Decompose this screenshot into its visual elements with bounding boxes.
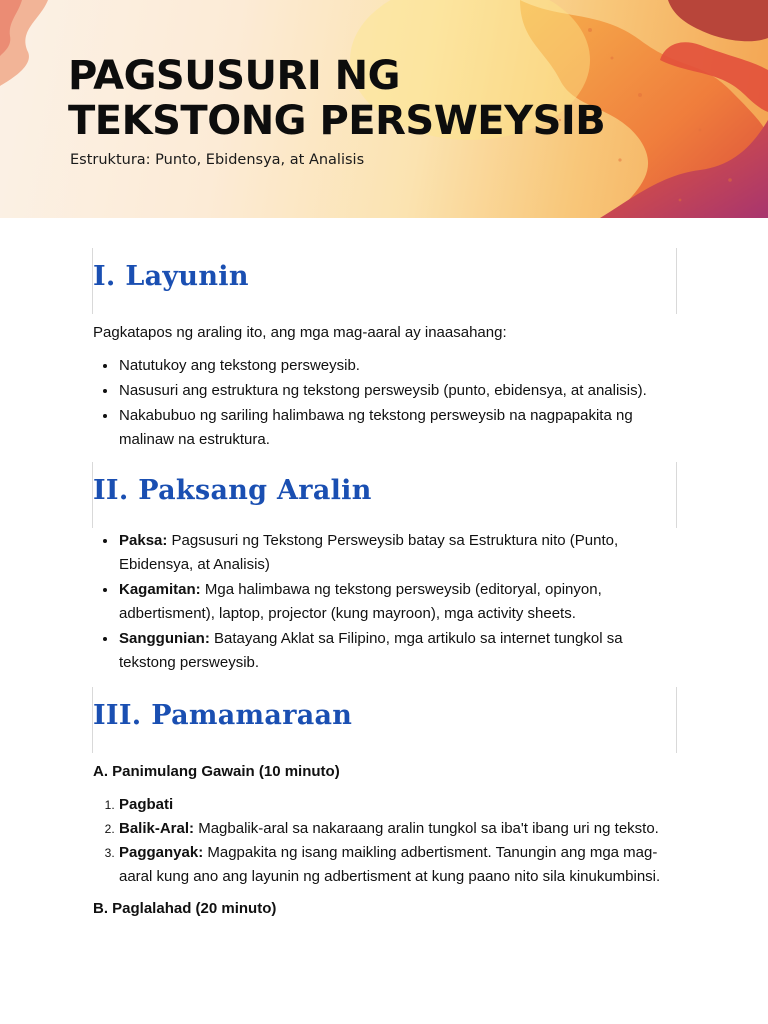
section-heading-pamamaraan [92, 687, 677, 753]
list-item [118, 577, 677, 626]
procedure-steps-list [93, 793, 677, 889]
subsection-b-title: B. Paglalahad (20 minuto) [93, 900, 277, 917]
section-title: III. Pamamaraan [93, 700, 353, 731]
list-item [118, 841, 677, 889]
objectives-list [93, 353, 677, 452]
item-text: Magbalik-aral sa nakaraang aralin tungkol sa iba't ibang uri ng teksto. [194, 820, 659, 837]
item-text: Batayang Aklat sa Filipino, mga artikulo sa internet tungkol sa tekstong persweysib. [119, 630, 623, 671]
list-item [118, 817, 677, 841]
title-line-2: TEKSTONG PERSWEYSIB [68, 98, 606, 144]
item-label: Pagbati [119, 796, 174, 813]
item-label: Sanggunian: [119, 630, 210, 647]
item-text: Mga halimbawa ng tekstong persweysib (editoryal, opinyon, adbertisment), laptop, projector (kung mayroon), mga activity sheets. [119, 581, 602, 622]
section-heading-paksang-aralin [92, 462, 677, 528]
item-label: Paksa: [119, 532, 168, 549]
document-body [93, 248, 677, 930]
list-item: • Nasusuri ang estruktura ng tekstong persweysib (punto, ebidensya, at analisis). [118, 378, 677, 403]
section-lead: Pagkatapos ng araling ito, ang mga mag-aaral ay inaasahang: [93, 324, 507, 341]
section-title: I. Layunin [93, 261, 249, 292]
list-item [118, 793, 677, 817]
header-banner [0, 0, 768, 218]
item-label: Kagamitan: [119, 581, 201, 598]
document-subtitle: Estruktura: Punto, Ebidensya, at Analisis [70, 152, 365, 168]
document-title [68, 54, 605, 144]
list-item: • Natutukoy ang tekstong persweysib. [118, 353, 677, 378]
item-label: Balik-Aral: [119, 820, 195, 837]
topic-details-list [93, 528, 677, 675]
list-item [118, 626, 677, 675]
list-item: • Nakabubuo ng sariling halimbawa ng tekstong persweysib na nagpapakita ng malinaw na estruktura. [118, 403, 677, 452]
section-heading-layunin [92, 248, 677, 314]
subsection-a-title: A. Panimulang Gawain (10 minuto) [93, 763, 340, 780]
item-label: Pagganyak: [119, 844, 204, 861]
title-line-1: PAGSUSURI NG [68, 53, 400, 99]
list-item [118, 528, 677, 577]
item-text: Pagsusuri ng Tekstong Persweysib batay sa Estruktura nito (Punto, Ebidensya, at Analisis) [119, 532, 619, 573]
section-title: II. Paksang Aralin [93, 475, 372, 506]
item-text: Magpakita ng isang maikling adbertisment. Tanungin ang mga mag-aaral kung ano ang layunin ng adbertisment at kung paano nito sila kinukumbinsi. [119, 844, 661, 885]
